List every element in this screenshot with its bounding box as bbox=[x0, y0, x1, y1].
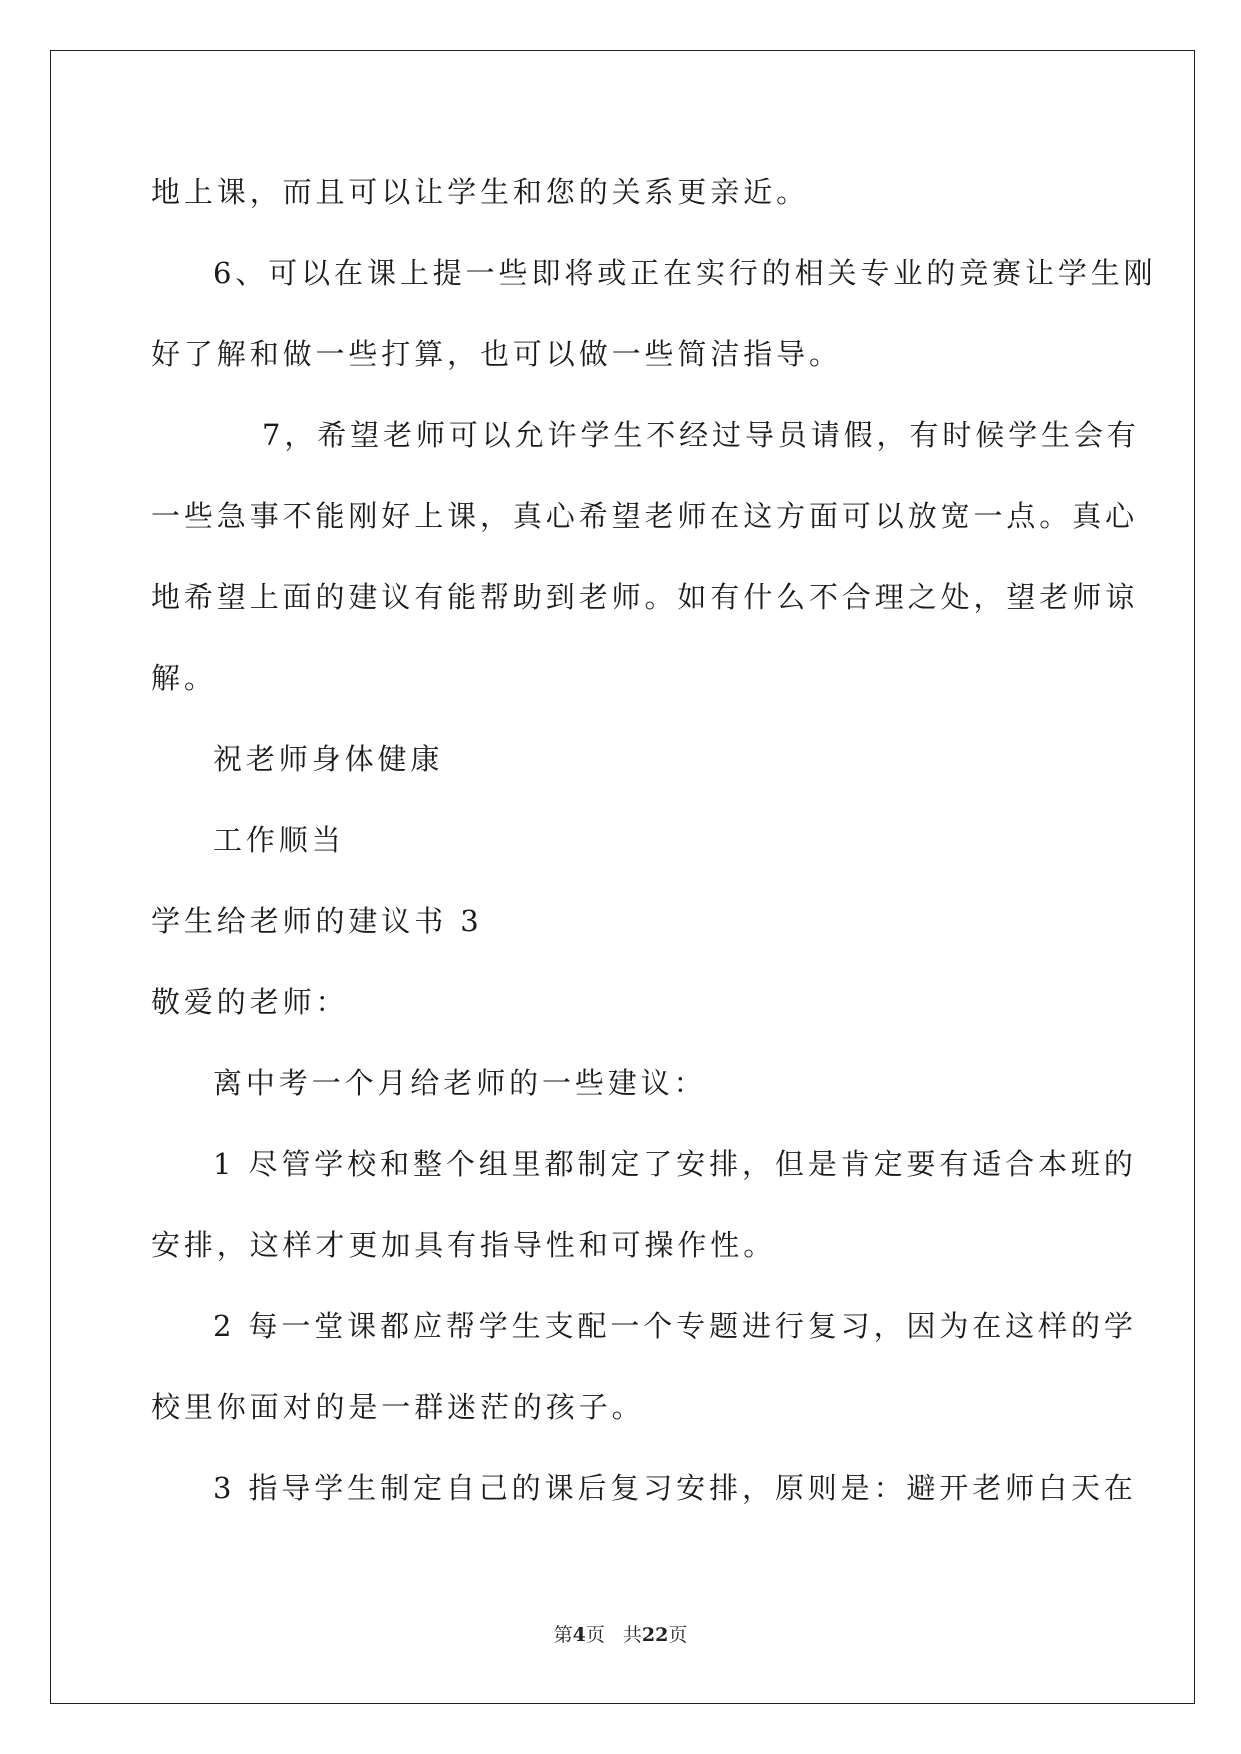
total-pages: 22 bbox=[641, 1624, 669, 1646]
page-number: 4 bbox=[572, 1624, 586, 1646]
footer-page-suffix: 页 bbox=[585, 1624, 605, 1646]
text-line: 3 指导学生制定自己的课后复习安排，原则是：避开老师白天在 bbox=[213, 1471, 1137, 1505]
text-line: 祝老师身体健康 bbox=[213, 742, 444, 776]
footer-total-suffix: 页 bbox=[668, 1624, 688, 1646]
text-line: 地上课，而且可以让学生和您的关系更亲近。 bbox=[151, 175, 810, 209]
text-line: 解。 bbox=[151, 661, 217, 695]
section-heading: 学生给老师的建议书 3 bbox=[151, 904, 483, 938]
page-border bbox=[50, 50, 1195, 1704]
text-line: 校里你面对的是一群迷茫的孩子。 bbox=[151, 1390, 645, 1424]
footer-prefix: 第 bbox=[553, 1624, 573, 1646]
text-line: 工作顺当 bbox=[213, 823, 345, 857]
text-line: 一些急事不能刚好上课，真心希望老师在这方面可以放宽一点。真心 bbox=[151, 499, 1139, 533]
text-line: 2 每一堂课都应帮学生支配一个专题进行复习，因为在这样的学 bbox=[213, 1309, 1137, 1343]
text-line: 地希望上面的建议有能帮助到老师。如有什么不合理之处，望老师谅 bbox=[151, 580, 1139, 614]
text-line: 安排，这样才更加具有指导性和可操作性。 bbox=[151, 1228, 777, 1262]
salutation: 敬爱的老师： bbox=[151, 985, 349, 1019]
footer-total-prefix: 共 bbox=[622, 1624, 642, 1646]
text-line: 离中考一个月给老师的一些建议： bbox=[213, 1066, 707, 1100]
page-footer bbox=[0, 1620, 1241, 1647]
text-line: 7，希望老师可以允许学生不经过导员请假，有时候学生会有 bbox=[262, 418, 1140, 452]
text-line: 1 尽管学校和整个组里都制定了安排，但是肯定要有适合本班的 bbox=[213, 1147, 1137, 1181]
text-line: 好了解和做一些打算，也可以做一些简洁指导。 bbox=[151, 337, 842, 371]
text-line: 6、可以在课上提一些即将或正在实行的相关专业的竞赛让学生刚 bbox=[213, 256, 1157, 290]
